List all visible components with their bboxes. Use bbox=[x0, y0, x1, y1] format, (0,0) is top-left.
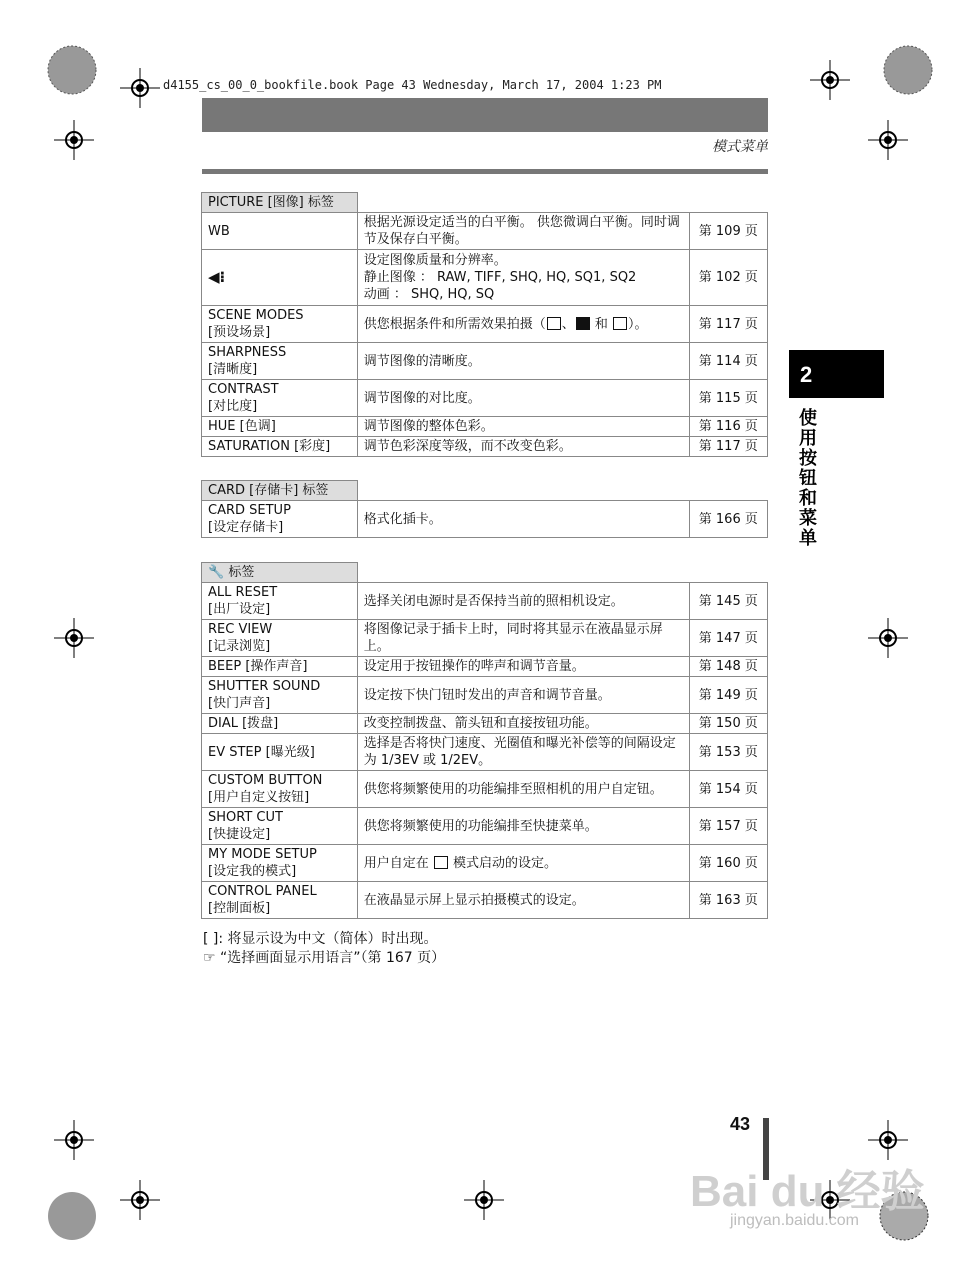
menu-page-ref: 第 145 页 bbox=[689, 583, 767, 620]
crosshair-mark-6 bbox=[868, 618, 908, 662]
menu-item: MY MODE SETUP [设定我的模式] bbox=[202, 845, 358, 882]
menu-page-ref: 第 163 页 bbox=[689, 882, 767, 919]
table-row bbox=[202, 771, 768, 808]
quality-icon: ◀⁝ bbox=[208, 267, 226, 286]
menu-desc: 调节图像的对比度。 bbox=[357, 380, 689, 417]
menu-page-ref: 第 149 页 bbox=[689, 677, 767, 714]
menu-desc: 根据光源设定适当的白平衡。 供您微调白平衡。同时调节及保存白平衡。 bbox=[357, 213, 689, 250]
watermark-logo: Bai du 经验 bbox=[690, 1167, 925, 1216]
table-row bbox=[202, 714, 768, 734]
menu-item bbox=[202, 250, 358, 306]
portrait-mode-icon bbox=[547, 317, 561, 330]
menu-page-ref: 第 115 页 bbox=[689, 380, 767, 417]
menu-item: SHARPNESS [清晰度] bbox=[202, 343, 358, 380]
crosshair-mark-5 bbox=[54, 618, 94, 662]
menu-desc: 选择关闭电源时是否保持当前的照相机设定。 bbox=[357, 583, 689, 620]
table-row bbox=[202, 306, 768, 343]
chapter-title: 使用按钮和菜单 bbox=[796, 408, 817, 548]
wrench-person-icon: 🔧 bbox=[208, 565, 225, 580]
menu-desc: 供您将频繁使用的功能编排至快捷菜单。 bbox=[357, 808, 689, 845]
crosshair-mark-9 bbox=[120, 1180, 160, 1224]
registration-mark-bottom-left bbox=[44, 1188, 100, 1244]
header-rule bbox=[202, 169, 768, 174]
menu-page-ref: 第 114 页 bbox=[689, 343, 767, 380]
menu-desc: 用户自定在 模式启动的设定。 bbox=[357, 845, 689, 882]
menu-item: DIAL [拨盘] bbox=[202, 714, 358, 734]
menu-item: SCENE MODES [预设场景] bbox=[202, 306, 358, 343]
table-row bbox=[202, 734, 768, 771]
table-row bbox=[202, 882, 768, 919]
menu-page-ref: 第 117 页 bbox=[689, 437, 767, 457]
menu-desc: 设定图像质量和分辨率。 静止图像 ： RAW, TIFF, SHQ, HQ, SQ1, SQ2 动画 ： SHQ, HQ, SQ bbox=[357, 250, 689, 306]
menu-item: SHORT CUT [快捷设定] bbox=[202, 808, 358, 845]
menu-desc: 设定用于按钮操作的哔声和调节音量。 bbox=[357, 657, 689, 677]
reference-note: ☞ “选择画面显示用语言”（第 167 页） bbox=[203, 950, 446, 966]
menu-item: HUE [色调] bbox=[202, 417, 358, 437]
menu-page-ref: 第 102 页 bbox=[689, 250, 767, 306]
table-row bbox=[202, 213, 768, 250]
menu-desc: 格式化插卡。 bbox=[357, 501, 689, 538]
night-scene-mode-icon bbox=[613, 317, 627, 330]
table-row bbox=[202, 583, 768, 620]
menu-item: ALL RESET [出厂设定] bbox=[202, 583, 358, 620]
crosshair-mark-2 bbox=[810, 60, 850, 104]
chapter-number: 2 bbox=[800, 362, 813, 387]
pointing-hand-icon: ☞ bbox=[203, 950, 216, 966]
menu-item: SHUTTER SOUND [快门声音] bbox=[202, 677, 358, 714]
menu-item: BEEP [操作声音] bbox=[202, 657, 358, 677]
menu-desc: 调节图像的整体色彩。 bbox=[357, 417, 689, 437]
file-header-line: d4155_cs_00_0_bookfile.book Page 43 Wednesday, March 17, 2004 1:23 PM bbox=[163, 78, 662, 92]
crosshair-mark-4 bbox=[868, 120, 908, 164]
menu-item: CONTRAST [对比度] bbox=[202, 380, 358, 417]
table-row bbox=[202, 417, 768, 437]
table-row bbox=[202, 380, 768, 417]
menu-page-ref: 第 160 页 bbox=[689, 845, 767, 882]
bracket-note: [ ]: 将显示设为中文（简体）时出现。 bbox=[203, 931, 438, 947]
table-row bbox=[202, 845, 768, 882]
menu-desc: 调节色彩深度等级，而不改变色彩。 bbox=[357, 437, 689, 457]
watermark-url: jingyan.baidu.com bbox=[730, 1212, 859, 1229]
table-row bbox=[202, 808, 768, 845]
table-row bbox=[202, 343, 768, 380]
menu-desc: 调节图像的清晰度。 bbox=[357, 343, 689, 380]
menu-desc: 选择是否将快门速度、光圈值和曝光补偿等的间隔设定为 1/3EV 或 1/2EV。 bbox=[357, 734, 689, 771]
menu-page-ref: 第 147 页 bbox=[689, 620, 767, 657]
page-number: 43 bbox=[730, 1114, 751, 1134]
table-row bbox=[202, 657, 768, 677]
menu-desc: 设定按下快门钮时发出的声音和调节音量。 bbox=[357, 677, 689, 714]
header-bar bbox=[202, 98, 768, 132]
menu-page-ref: 第 150 页 bbox=[689, 714, 767, 734]
menu-page-ref: 第 157 页 bbox=[689, 808, 767, 845]
table-row bbox=[202, 501, 768, 538]
crosshair-mark-3 bbox=[54, 120, 94, 164]
menu-item: REC VIEW [记录浏览] bbox=[202, 620, 358, 657]
crosshair-mark-7 bbox=[54, 1120, 94, 1164]
menu-item: CARD SETUP [设定存储卡] bbox=[202, 501, 358, 538]
table-row bbox=[202, 437, 768, 457]
menu-item: SATURATION [彩度] bbox=[202, 437, 358, 457]
menu-item: WB bbox=[202, 213, 358, 250]
menu-desc: 将图像记录于插卡上时，同时将其显示在液晶显示屏上。 bbox=[357, 620, 689, 657]
menu-desc: 供您将频繁使用的功能编排至照相机的用户自定钮。 bbox=[357, 771, 689, 808]
menu-desc: 改变控制拨盘、箭头钮和直接按钮功能。 bbox=[357, 714, 689, 734]
table-row bbox=[202, 250, 768, 306]
crosshair-mark-1 bbox=[120, 68, 160, 112]
menu-page-ref: 第 117 页 bbox=[689, 306, 767, 343]
table-row bbox=[202, 677, 768, 714]
menu-page-ref: 第 153 页 bbox=[689, 734, 767, 771]
menu-page-ref: 第 154 页 bbox=[689, 771, 767, 808]
card-menu-table bbox=[201, 480, 768, 538]
menu-item: EV STEP [曝光级] bbox=[202, 734, 358, 771]
my-mode-icon bbox=[434, 856, 448, 869]
section-title: 模式菜单 bbox=[712, 139, 768, 155]
menu-page-ref: 第 109 页 bbox=[689, 213, 767, 250]
menu-desc: 供您根据条件和所需效果拍摄（ 、 和 ）。 bbox=[357, 306, 689, 343]
setup-menu-table bbox=[201, 562, 768, 919]
table-row bbox=[202, 620, 768, 657]
menu-desc: 在液晶显示屏上显示拍摄模式的设定。 bbox=[357, 882, 689, 919]
setup-tab-label: 🔧 标签 bbox=[202, 563, 358, 583]
registration-mark-top-left bbox=[44, 42, 100, 98]
landscape-mode-icon bbox=[576, 317, 590, 330]
registration-mark-top-right bbox=[880, 42, 936, 98]
menu-item: CONTROL PANEL [控制面板] bbox=[202, 882, 358, 919]
menu-item: CUSTOM BUTTON [用户自定义按钮] bbox=[202, 771, 358, 808]
card-tab-label: CARD [存储卡] 标签 bbox=[202, 481, 358, 501]
menu-page-ref: 第 148 页 bbox=[689, 657, 767, 677]
menu-page-ref: 第 116 页 bbox=[689, 417, 767, 437]
picture-tab-label: PICTURE [图像] 标签 bbox=[202, 193, 358, 213]
crosshair-mark-10 bbox=[464, 1180, 504, 1224]
picture-menu-table bbox=[201, 192, 768, 457]
menu-page-ref: 第 166 页 bbox=[689, 501, 767, 538]
